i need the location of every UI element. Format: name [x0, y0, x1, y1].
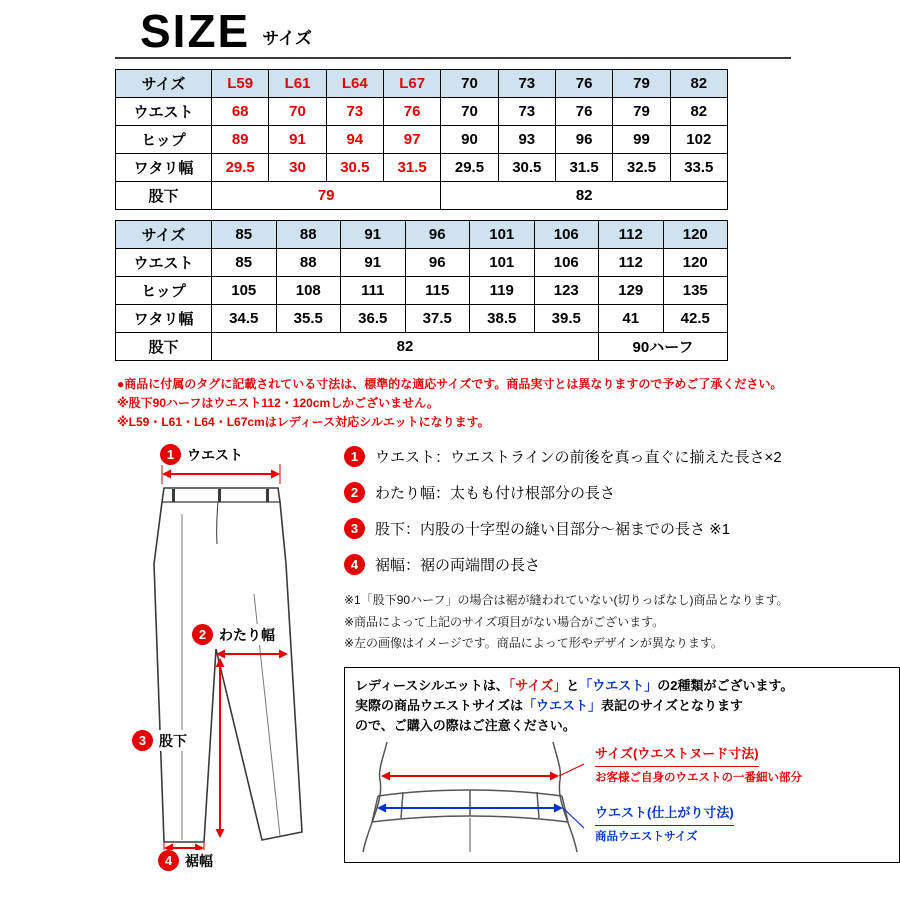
- size-value-cell: 111: [341, 276, 406, 304]
- size-value-cell: 93: [498, 125, 555, 153]
- inseam-value-cell: 79: [212, 181, 441, 209]
- page-header: [0, 0, 900, 57]
- size-column-header: 76: [555, 69, 612, 97]
- ladies-silhouette-box: [344, 667, 900, 863]
- text: と: [566, 678, 580, 694]
- size-value-cell: 76: [383, 97, 440, 125]
- size-value-cell: 99: [613, 125, 670, 153]
- size-column-header: L59: [212, 69, 269, 97]
- size-value-cell: 82: [670, 97, 727, 125]
- size-value-cell: 96: [405, 248, 470, 276]
- size-value-cell: 135: [663, 276, 728, 304]
- finished-waist-label-group: [595, 803, 802, 846]
- note-line: ※L59・L61・L64・L67cmはレディース対応シルエットになります。: [117, 415, 490, 430]
- size-value-cell: 115: [405, 276, 470, 304]
- size-table-2: [115, 220, 728, 361]
- measure-notes: [344, 590, 900, 655]
- size-value-cell: 31.5: [555, 153, 612, 181]
- size-value-cell: 105: [212, 276, 277, 304]
- number-4-badge: 4: [158, 850, 179, 871]
- size-value-cell: 39.5: [534, 304, 599, 332]
- pants-inseam-label-text: 股下: [159, 732, 187, 749]
- size-column-header: 85: [212, 220, 277, 248]
- note-line: ●商品に付属のタグに記載されている寸法は、標準的な適応サイズです。商品実寸とは異なりますので予めご了承ください。: [117, 376, 783, 391]
- finished-waist-label: ウエスト(仕上がり寸法): [595, 803, 734, 825]
- size-table-row: [116, 220, 728, 248]
- size-column-header: L64: [326, 69, 383, 97]
- text: 表記のサイズとなります: [600, 698, 743, 714]
- number-3-badge: 3: [344, 518, 365, 539]
- inseam-row: [116, 332, 728, 360]
- size-value-cell: 38.5: [470, 304, 535, 332]
- page-subtitle: サイズ: [262, 28, 312, 48]
- size-value-cell: 91: [341, 248, 406, 276]
- row-header-cell: ウエスト: [116, 248, 212, 276]
- size-table-row: [116, 248, 728, 276]
- size-table-row: [116, 153, 728, 181]
- size-column-header: 112: [599, 220, 664, 248]
- nude-waist-arrow: [381, 764, 584, 781]
- size-column-header: 101: [470, 220, 535, 248]
- text: の2種類がございます。: [657, 678, 794, 694]
- size-value-cell: 89: [212, 125, 269, 153]
- size-value-cell: 41: [599, 304, 664, 332]
- pants-svg: [130, 444, 330, 875]
- size-value-cell: 97: [383, 125, 440, 153]
- row-header-cell: 股下: [116, 181, 212, 209]
- size-table-row: [116, 69, 728, 97]
- measure-item-inseam: [344, 518, 900, 539]
- inseam-row: [116, 181, 728, 209]
- size-column-header: 79: [613, 69, 670, 97]
- size-column-header: L67: [383, 69, 440, 97]
- size-column-header: 88: [276, 220, 341, 248]
- size-value-cell: 106: [534, 248, 599, 276]
- measure-note-line: ※商品によって上記のサイズ項目がない場合がございます。: [344, 614, 665, 629]
- size-column-header: 91: [341, 220, 406, 248]
- measure-list: [344, 446, 900, 575]
- number-2-badge: 2: [344, 482, 365, 503]
- waist-diagram-labels: [595, 740, 802, 854]
- size-table-row: [116, 97, 728, 125]
- measure-note-line: ※1「股下90ハーフ」の場合は裾が縫われていない(切りっぱなし)商品となります。: [344, 593, 789, 608]
- size-table-row: [116, 304, 728, 332]
- text: 実際の商品ウエストサイズは: [355, 698, 523, 714]
- measurement-diagram-section: [130, 444, 900, 875]
- size-column-header: 70: [441, 69, 498, 97]
- pants-hem-label: [156, 850, 215, 871]
- size-value-cell: 34.5: [212, 304, 277, 332]
- measurement-descriptions: [344, 444, 900, 875]
- waistband-outline: [372, 790, 568, 852]
- number-3-badge: 3: [132, 730, 153, 751]
- measure-item-hem: [344, 554, 900, 575]
- size-value-cell: 30: [269, 153, 326, 181]
- size-term: 「サイズ」: [508, 678, 567, 694]
- size-value-cell: 79: [613, 97, 670, 125]
- red-notes: [117, 375, 900, 433]
- waist-term: 「ウエスト」: [522, 698, 601, 714]
- size-column-header: 82: [670, 69, 727, 97]
- size-value-cell: 37.5: [405, 304, 470, 332]
- size-table-row: [116, 276, 728, 304]
- size-value-cell: 108: [276, 276, 341, 304]
- size-value-cell: 29.5: [441, 153, 498, 181]
- measure-text: わたり幅：太もも付け根部分の長さ: [375, 485, 616, 503]
- corner-header-cell: サイズ: [116, 220, 212, 248]
- size-value-cell: 30.5: [326, 153, 383, 181]
- size-value-cell: 31.5: [383, 153, 440, 181]
- row-header-cell: ウエスト: [116, 97, 212, 125]
- number-1-badge: 1: [160, 444, 181, 465]
- size-value-cell: 73: [498, 97, 555, 125]
- ladies-box-line-3: ので、ご購入の際はご注意ください。: [355, 718, 576, 734]
- text: レディースシルエットは、: [355, 678, 509, 694]
- size-value-cell: 30.5: [498, 153, 555, 181]
- measure-text: ウエスト：ウエストラインの前後を真っ直ぐに揃えた長さ×2: [375, 449, 782, 467]
- pants-diagram: [130, 444, 330, 875]
- measure-item-thigh: [344, 482, 900, 503]
- inseam-arrow: [216, 658, 225, 838]
- page-title: SIZE: [140, 5, 251, 57]
- size-value-cell: 119: [470, 276, 535, 304]
- size-value-cell: 35.5: [276, 304, 341, 332]
- row-header-cell: ワタリ幅: [116, 153, 212, 181]
- size-value-cell: 70: [269, 97, 326, 125]
- row-header-cell: ワタリ幅: [116, 304, 212, 332]
- pants-thigh-label: [190, 624, 277, 645]
- size-table-row: [116, 125, 728, 153]
- nude-waist-label: サイズ(ウエストヌード寸法): [595, 744, 759, 766]
- size-value-cell: 29.5: [212, 153, 269, 181]
- size-value-cell: 94: [326, 125, 383, 153]
- size-value-cell: 120: [663, 248, 728, 276]
- inseam-value-cell: 82: [212, 332, 599, 360]
- measure-item-waist: [344, 446, 900, 467]
- pants-outline: [154, 488, 302, 842]
- size-value-cell: 76: [555, 97, 612, 125]
- pants-thigh-label-text: わたり幅: [219, 626, 275, 643]
- size-value-cell: 123: [534, 276, 599, 304]
- size-column-header: 73: [498, 69, 555, 97]
- measure-text: 裾幅：裾の両端間の長さ: [375, 557, 541, 575]
- size-value-cell: 129: [599, 276, 664, 304]
- waist-term: 「ウエスト」: [579, 678, 658, 694]
- number-1-badge: 1: [344, 446, 365, 467]
- row-header-cell: ヒップ: [116, 276, 212, 304]
- size-value-cell: 102: [670, 125, 727, 153]
- row-header-cell: 股下: [116, 332, 212, 360]
- row-header-cell: ヒップ: [116, 125, 212, 153]
- number-4-badge: 4: [344, 554, 365, 575]
- finished-waist-desc: 商品ウエストサイズ: [595, 830, 698, 843]
- measure-note-line: ※左の画像はイメージです。商品によって形やデザインが異なります。: [344, 636, 723, 651]
- number-2-badge: 2: [192, 624, 213, 645]
- measure-text: 股下：内股の十字型の縫い目部分〜裾までの長さ ※1: [375, 521, 731, 539]
- size-value-cell: 33.5: [670, 153, 727, 181]
- waist-arrow: [162, 464, 280, 484]
- size-value-cell: 96: [555, 125, 612, 153]
- pants-inseam-label: [130, 730, 189, 751]
- size-value-cell: 91: [269, 125, 326, 153]
- size-value-cell: 101: [470, 248, 535, 276]
- inseam-value-cell: 82: [441, 181, 728, 209]
- size-value-cell: 42.5: [663, 304, 728, 332]
- nude-waist-desc: お客様ご自身のウエストの一番細い部分: [595, 771, 802, 784]
- size-column-header: L61: [269, 69, 326, 97]
- size-value-cell: 85: [212, 248, 277, 276]
- pants-waist-label-text: ウエスト: [187, 446, 243, 463]
- corner-header-cell: サイズ: [116, 69, 212, 97]
- nude-waist-label-group: [595, 744, 802, 787]
- size-value-cell: 90: [441, 125, 498, 153]
- waist-diagram-svg: [355, 740, 585, 854]
- size-value-cell: 88: [276, 248, 341, 276]
- ladies-box-line-2: [355, 696, 889, 716]
- size-value-cell: 68: [212, 97, 269, 125]
- size-value-cell: 32.5: [613, 153, 670, 181]
- size-value-cell: 112: [599, 248, 664, 276]
- size-value-cell: 73: [326, 97, 383, 125]
- size-value-cell: 70: [441, 97, 498, 125]
- pants-hem-label-text: 裾幅: [185, 852, 213, 869]
- waist-diagram-row: [355, 740, 889, 854]
- pants-waist-label: [158, 444, 245, 465]
- size-column-header: 96: [405, 220, 470, 248]
- ladies-box-line-1: [355, 676, 889, 696]
- inseam-value-cell: 90ハーフ: [599, 332, 728, 360]
- size-value-cell: 36.5: [341, 304, 406, 332]
- size-column-header: 120: [663, 220, 728, 248]
- note-line: ※股下90ハーフはウエスト112・120cmしかございません。: [117, 395, 439, 410]
- size-column-header: 106: [534, 220, 599, 248]
- size-table-1: [115, 69, 728, 210]
